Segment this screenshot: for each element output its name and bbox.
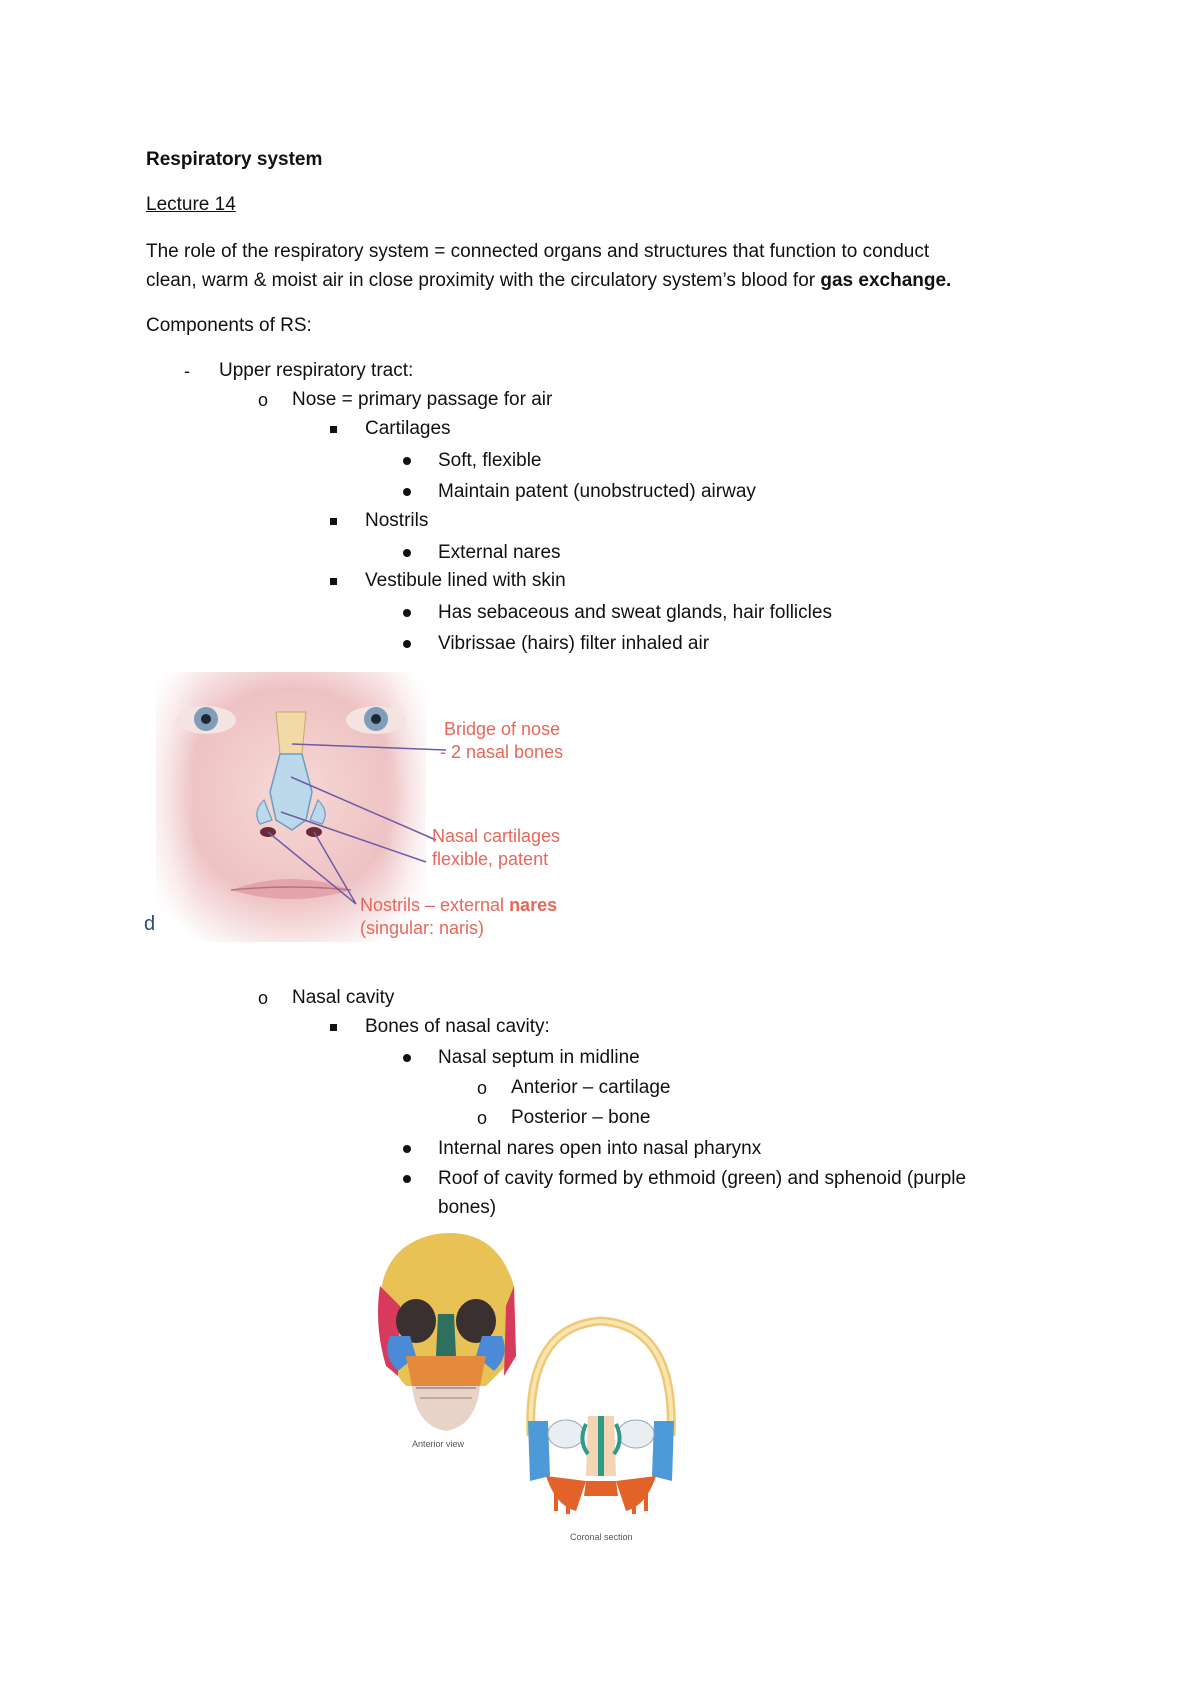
skull-anterior-view [378, 1233, 516, 1431]
lecture-label: Lecture 14 [146, 194, 236, 215]
square-bullet [330, 578, 337, 585]
square-bullet [330, 426, 337, 433]
intro-line-2 [146, 269, 951, 293]
item-vibrissae: Vibrissae (hairs) filter inhaled air [438, 633, 710, 654]
round-bullet [403, 549, 411, 557]
item-maintain-patent: Maintain patent (unobstructed) airway [438, 481, 756, 502]
round-bullet [403, 609, 411, 617]
caption-anterior-view: Anterior view [412, 1439, 465, 1449]
item-upper-tract: Upper respiratory tract: [219, 360, 414, 381]
label-nostrils [360, 894, 557, 917]
square-bullet [330, 518, 337, 525]
intro-text: clean, warm & moist air in close proximity with the circulatory system’s blood for [146, 270, 821, 291]
item-soft-flexible: Soft, flexible [438, 450, 542, 471]
label-bridge-of-nose: Bridge of nose [444, 719, 561, 739]
label-nasal-cartilages: Nasal cartilages [432, 826, 561, 846]
item-bones-nasal-cavity: Bones of nasal cavity: [365, 1016, 550, 1037]
o-marker: o [477, 1078, 488, 1098]
label-nares-term: nares [509, 895, 558, 915]
o-marker: o [477, 1108, 488, 1128]
item-cartilages: Cartilages [365, 418, 451, 439]
item-sebaceous: Has sebaceous and sweat glands, hair follicles [438, 602, 832, 623]
gas-exchange-term: gas exchange. [820, 270, 952, 291]
item-nasal-septum: Nasal septum in midline [438, 1047, 640, 1068]
skull-figures [376, 1226, 696, 1546]
round-bullet [403, 1054, 411, 1062]
dash-marker: - [184, 361, 190, 381]
item-internal-nares: Internal nares open into nasal pharynx [438, 1138, 762, 1159]
intro-line-1: The role of the respiratory system = connected organs and structures that function to conduct [146, 241, 930, 262]
item-roof-line-2: bones) [438, 1197, 497, 1218]
item-nostrils: Nostrils [365, 510, 429, 531]
item-vestibule: Vestibule lined with skin [365, 570, 566, 591]
label-flexible-patent: flexible, patent [432, 849, 549, 869]
components-heading: Components of RS: [146, 315, 312, 336]
figure-side-letter: d [144, 913, 156, 935]
square-bullet [330, 1024, 337, 1031]
round-bullet [403, 1175, 411, 1183]
item-nose: Nose = primary passage for air [292, 389, 553, 410]
label-nasal-bones: - 2 nasal bones [440, 742, 564, 762]
item-posterior: Posterior – bone [511, 1107, 651, 1128]
o-marker: o [258, 988, 269, 1008]
item-anterior: Anterior – cartilage [511, 1077, 671, 1098]
round-bullet [403, 457, 411, 465]
round-bullet [403, 640, 411, 648]
item-roof-line-1: Roof of cavity formed by ethmoid (green) and sphenoid (purple [438, 1168, 967, 1189]
o-marker: o [258, 390, 269, 410]
document-title: Respiratory system [146, 149, 323, 170]
label-singular-naris: (singular: naris) [360, 918, 485, 938]
round-bullet [403, 1145, 411, 1153]
label-nostrils-text: Nostrils – external [360, 895, 510, 915]
caption-coronal-section: Coronal section [570, 1532, 633, 1542]
round-bullet [403, 488, 411, 496]
item-external-nares: External nares [438, 542, 561, 563]
skull-coronal-section [528, 1321, 674, 1514]
item-nasal-cavity: Nasal cavity [292, 987, 395, 1008]
